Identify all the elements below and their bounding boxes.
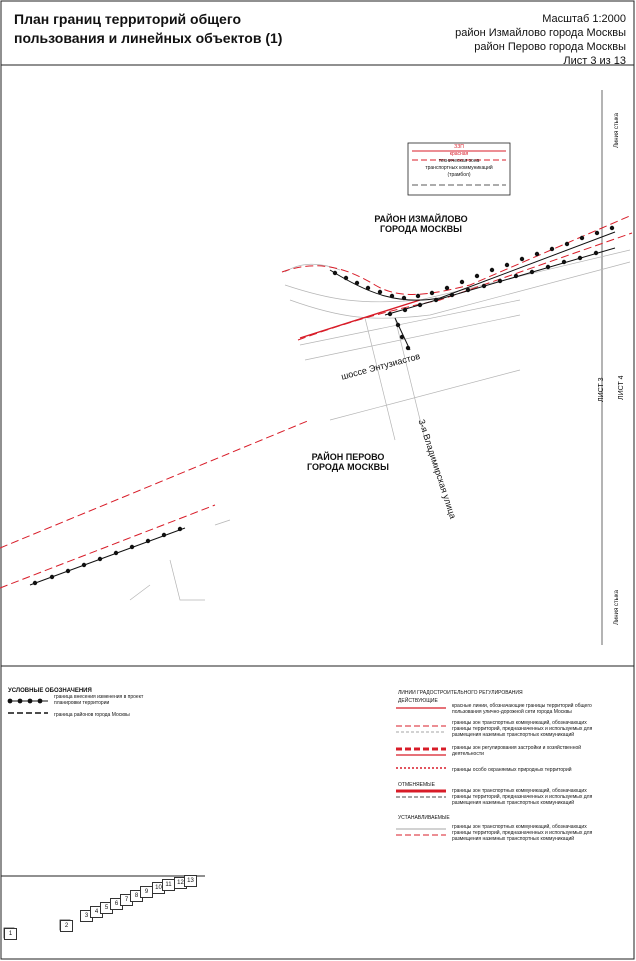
district-izmailovo-line-2: ГОРОДА МОСКВЫ: [380, 224, 462, 234]
legend-set-1: [452, 824, 592, 842]
legend-active-3: [452, 745, 581, 757]
page-title: [14, 10, 282, 48]
legend-right-title: ЛИНИИ ГРАДОСТРОИТЕЛЬНОГО РЕГУЛИРОВАНИЯ: [398, 690, 523, 696]
base-map: [130, 250, 630, 600]
legend-active-1: [452, 703, 592, 715]
index-cell-3: 3: [80, 910, 93, 922]
inset-row-3: техническая зона: [438, 158, 480, 164]
title-line-2: пользования и линейных объектов (1): [14, 30, 283, 46]
district-izmailovo-label: [366, 214, 476, 234]
index-cell-10: 10: [152, 882, 165, 894]
legend-set-1-line-2: границы территорий, предназначенных и используемых для: [452, 830, 593, 836]
index-cell-7: 7: [120, 894, 133, 906]
district-izmailovo-line-1: РАЙОН ИЗМАЙЛОВО: [374, 214, 468, 224]
scale-label: Масштаб 1:2000: [542, 13, 626, 25]
inset-row-2: красная: [449, 151, 469, 157]
district-perovo-label: [298, 452, 398, 472]
index-cell-8: 8: [130, 890, 143, 902]
legend-left-item-2: граница районов города Москвы: [54, 712, 130, 718]
legend-cancel-1-line-3: размещения наземных транспортных коммуникаций: [452, 800, 575, 806]
sheet-3-label: ЛИСТ 3: [598, 377, 605, 402]
legend-active-2: [452, 720, 592, 738]
legend-section-active: ДЕЙСТВУЮЩИЕ: [398, 698, 438, 704]
district-2-label: район Перово города Москвы: [474, 41, 626, 53]
index-cell-5: 5: [100, 902, 113, 914]
legend-left-item-1-line-1: граница внесения изменения в проект: [54, 694, 144, 700]
title-line-1: План границ территорий общего: [14, 11, 242, 27]
legend-set-1-line-3: размещения наземных транспортных коммуникаций: [452, 836, 575, 842]
legend-left-title: УСЛОВНЫЕ ОБОЗНАЧЕНИЯ: [8, 688, 92, 694]
index-cell-6: 6: [110, 898, 123, 910]
legend-active-3-line-1: границы зон регулирования застройки и хозяйственной: [452, 745, 582, 751]
legend-cancel-1-line-1: границы зон транспортных коммуникаций, обозначающих: [452, 788, 587, 794]
index-cell-9: 9: [140, 886, 153, 898]
legend-active-2-line-2: границы территорий, предназначенных и используемых для: [452, 726, 593, 732]
index-cell-13: 13: [184, 875, 197, 887]
district-perovo-line-2: ГОРОДА МОСКВЫ: [307, 462, 389, 472]
index-cell-11: 11: [162, 879, 175, 891]
inset-row-4: транспортных коммуникаций: [425, 165, 493, 171]
legend-active-2-line-3: размещения наземных транспортных коммуникаций: [452, 732, 575, 738]
inset-row-5: (трамбол): [447, 172, 471, 178]
sheet-frame: [1, 1, 634, 959]
district-1-label: район Измайлово города Москвы: [455, 27, 626, 39]
legend-active-3-line-2: деятельности: [452, 751, 484, 757]
joint-line-label-top: Линия стыка: [614, 112, 620, 148]
legend-active-4: границы особо охраняемых природных территорий: [452, 767, 572, 773]
legend-section-set: УСТАНАВЛИВАЕМЫЕ: [398, 815, 450, 821]
road-label-vladimirskaya: 3-я Владимирская улица: [416, 418, 459, 520]
inset-row-1: ЗЗП: [454, 144, 464, 150]
sheet-number: Лист 3 из 13: [563, 55, 626, 67]
legend-cancel-1: [452, 788, 592, 806]
legend-active-2-line-1: границы зон транспортных коммуникаций, обозначающих: [452, 720, 587, 726]
index-cell-2: 2: [60, 920, 73, 932]
legend-left-item-1: [54, 694, 143, 706]
legend-set-1-line-1: границы зон транспортных коммуникаций, обозначающих: [452, 824, 587, 830]
sheet-4-label: ЛИСТ 4: [618, 375, 625, 400]
legend-left-symbols: [8, 699, 48, 713]
district-boundary: [30, 226, 615, 585]
legend-active-1-line-2: пользования улично-дорожной сети города Москвы: [452, 709, 572, 715]
index-cell-1: 1: [4, 928, 17, 940]
road-label-shosse: шоссе Энтузиастов: [340, 350, 422, 382]
header-info: [455, 12, 626, 68]
legend-active-1-line-1: красные линии, обозначающие границы территорий общего: [452, 703, 592, 709]
legend-cancel-1-line-2: границы территорий, предназначенных и используемых для: [452, 794, 593, 800]
district-perovo-line-1: РАЙОН ПЕРОВО: [311, 452, 385, 462]
map-inset-text: [412, 144, 506, 179]
index-cell-4: 4: [90, 906, 103, 918]
legend-left-item-1-line-2: планировки территории: [54, 700, 110, 706]
legend-section-cancel: ОТМЕНЯЕМЫЕ: [398, 782, 435, 788]
index-cell-12: 12: [174, 877, 187, 889]
joint-line-label-bottom: Линия стыка: [614, 589, 620, 625]
